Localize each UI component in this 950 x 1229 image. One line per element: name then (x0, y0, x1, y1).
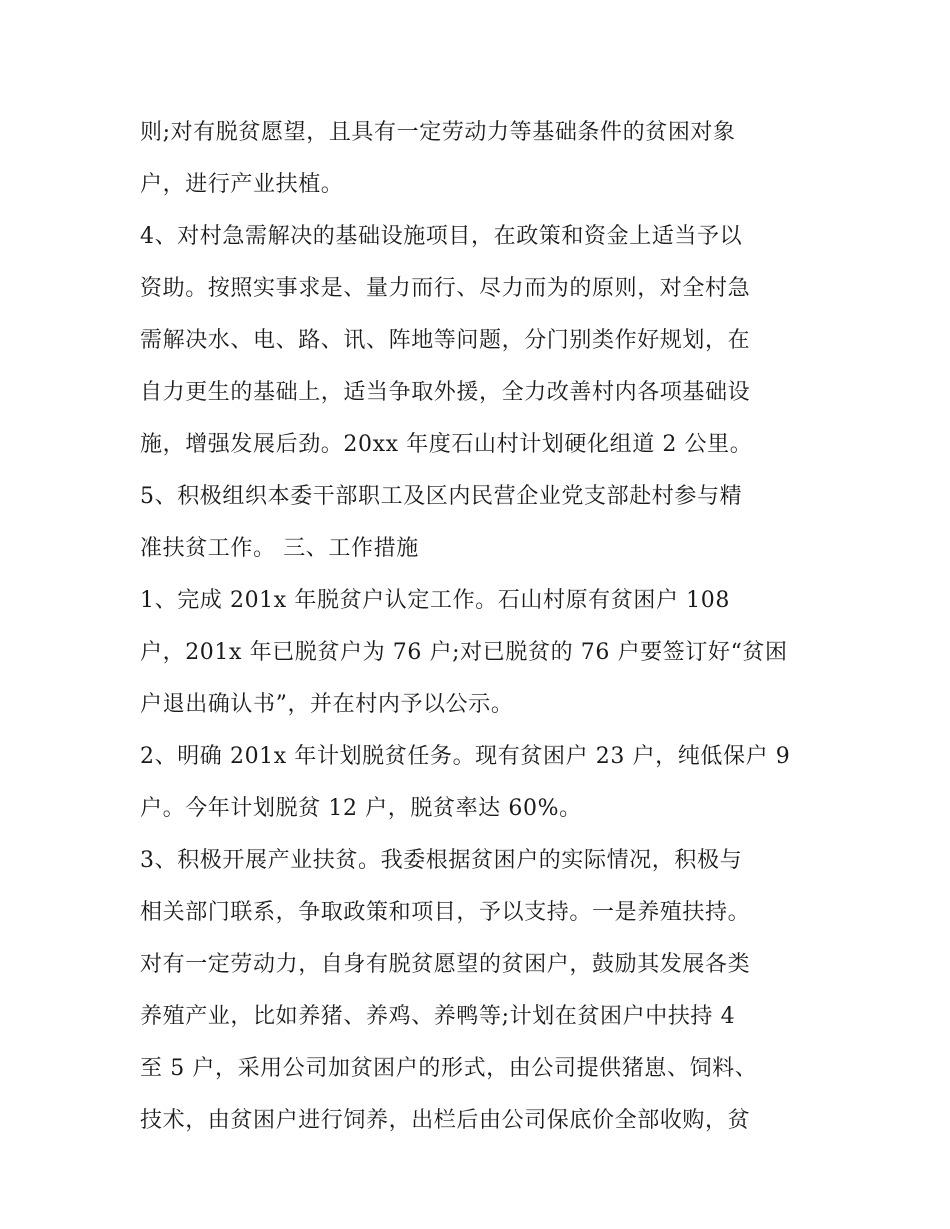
text-line: 自力更生的基础上，适当争取外援，全力改善村内各项基础设 (140, 380, 751, 405)
text-line: 准扶贫工作。 三、工作措施 (140, 536, 419, 561)
text-line: 需解决水、电、路、讯、阵地等问题，分门别类作好规划，在 (140, 328, 751, 353)
text-line: 相关部门联系，争取政策和项目，予以支持。一是养殖扶持。 (140, 900, 751, 925)
document-body (140, 107, 820, 1147)
text-line: 则;对有脱贫愿望，且具有一定劳动力等基础条件的贫困对象 (140, 120, 736, 145)
text-line: 户，201x 年已脱贫户为 76 户;对已脱贫的 76 户要签订好“贫困 (140, 640, 788, 665)
text-line: 4、对村急需解决的基础设施项目，在政策和资金上适当予以 (140, 224, 743, 249)
text-line: 施，增强发展后劲。20xx 年度石山村计划硬化组道 2 公里。 (140, 432, 753, 457)
text-line: 2、明确 201x 年计划脱贫任务。现有贫困户 23 户，纯低保户 9 (140, 744, 791, 769)
text-line: 5、积极组织本委干部职工及区内民营企业党支部赴村参与精 (140, 484, 743, 509)
text-line: 户。今年计划脱贫 12 户，脱贫率达 60%。 (140, 796, 582, 821)
text-line: 对有一定劳动力，自身有脱贫愿望的贫困户，鼓励其发展各类 (140, 952, 751, 977)
text-line: 1、完成 201x 年脱贫户认定工作。石山村原有贫困户 108 (140, 588, 730, 613)
text-line: 至 5 户，采用公司加贫困户的形式，由公司提供猪崽、饲料、 (140, 1056, 758, 1081)
text-line: 资助。按照实事求是、量力而行、尽力而为的原则，对全村急 (140, 276, 751, 301)
text-line: 技术，由贫困户进行饲养，出栏后由公司保底价全部收购，贫 (140, 1108, 751, 1133)
text-line: 养殖产业，比如养猪、养鸡、养鸭等;计划在贫困户中扶持 4 (140, 1004, 736, 1029)
text-line: 户，进行产业扶植。 (140, 172, 344, 197)
text-line: 户退出确认书”，并在村内予以公示。 (140, 692, 514, 717)
text-line: 3、积极开展产业扶贫。我委根据贫困户的实际情况，积极与 (140, 848, 743, 873)
